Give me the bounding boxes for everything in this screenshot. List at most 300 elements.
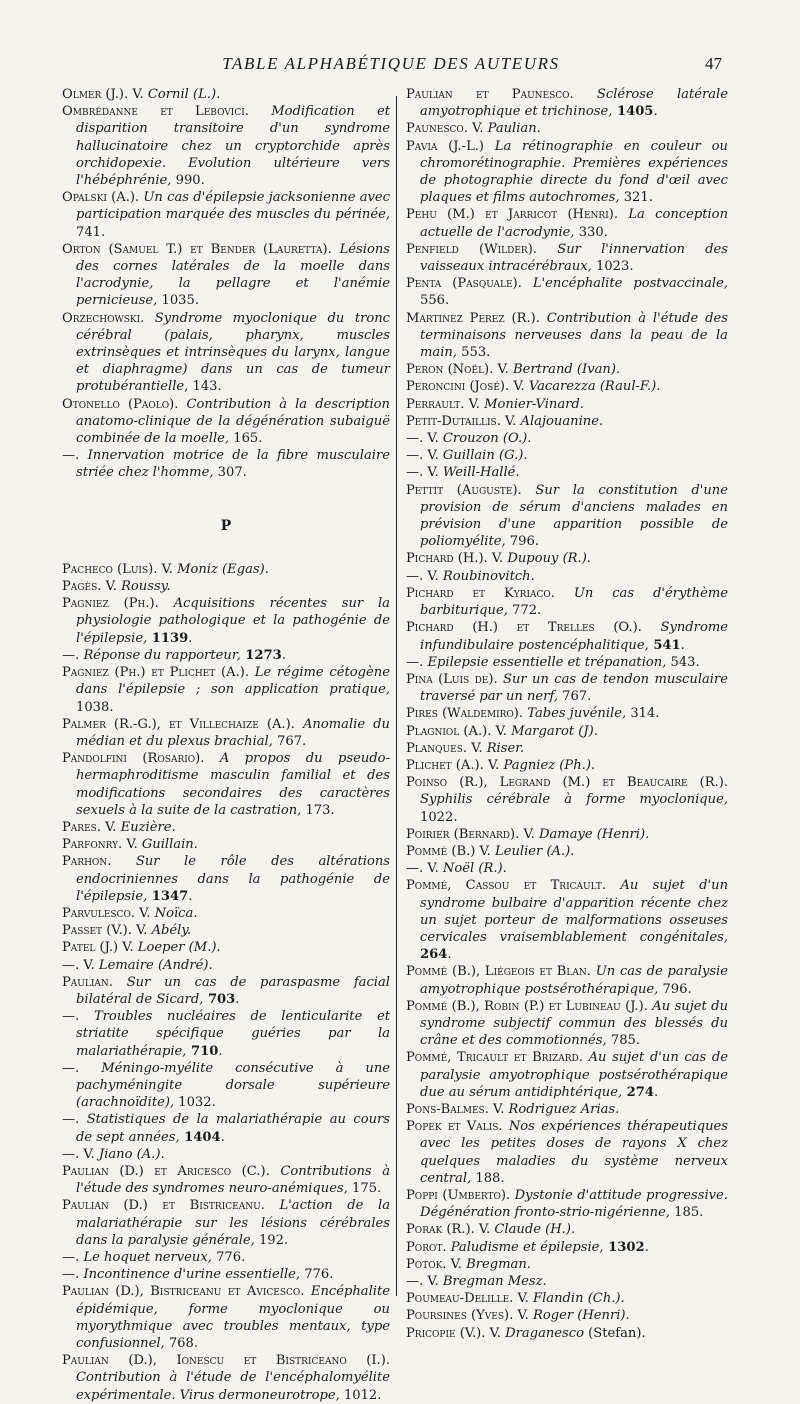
- entry-work-title: Noël (R.).: [442, 861, 507, 877]
- entry-work-title: Contribution à l'étude de l'encéphalomyélite expérimentale. Virus dermoneurotrope,: [76, 1370, 390, 1403]
- entry-work-title: Au sujet d'un cas de paralysie amyotrophique postsérothérapique due au sérum antidiphtérique,: [420, 1050, 728, 1100]
- index-entry: [406, 550, 728, 567]
- index-entry: [406, 1187, 728, 1221]
- entry-author: Martinez Perez (R.).: [406, 310, 540, 326]
- entry-author: —.: [62, 1267, 80, 1283]
- entry-page-ref-bold: 1405: [612, 104, 654, 120]
- entry-reference: V.: [128, 87, 148, 102]
- entry-work-title: Incontinence d'urine essentielle,: [83, 1267, 301, 1283]
- entry-work-title: Alajouanine.: [520, 413, 604, 429]
- entry-author: Potok.: [406, 1256, 447, 1272]
- entry-page-ref: 314.: [626, 706, 660, 722]
- entry-page-ref-bold: 1273: [240, 647, 282, 663]
- entry-author: Poppi (Umberto).: [406, 1188, 511, 1203]
- entry-author: —.: [62, 1009, 80, 1025]
- index-entry: [406, 1101, 728, 1118]
- entry-author: Ombrédanne et Lebovici.: [62, 104, 249, 120]
- section-letter: P: [220, 517, 232, 534]
- entry-work-title: Lemaire (André).: [98, 957, 213, 973]
- index-entry: [62, 1163, 390, 1197]
- entry-work-title: Claude (H.).: [494, 1222, 576, 1238]
- index-entry: [406, 843, 728, 860]
- entry-page-ref-bold: 703: [203, 991, 236, 1007]
- entry-reference: V.: [493, 362, 513, 378]
- entry-page-ref: 1038.: [76, 699, 114, 715]
- entry-work-title: Syphilis cérébrale à forme myoclonique,: [420, 792, 728, 808]
- index-entry: [406, 206, 728, 240]
- entry-author: —.: [62, 1112, 80, 1128]
- entry-page-ref-bold: 1139: [147, 630, 189, 646]
- entry-work-title: Contributions à l'étude des syndromes neuro-anémiques,: [76, 1163, 391, 1197]
- entry-work-title: Epilepsie essentielle et trépanation,: [427, 654, 667, 670]
- index-entry: [62, 957, 390, 974]
- entry-work-title: Anomalie du médian et du plexus brachial,: [76, 716, 390, 749]
- index-entry: [62, 86, 390, 103]
- entry-page-ref: .: [654, 1084, 659, 1100]
- index-entry: [406, 1221, 728, 1238]
- entry-author: Pricopie (V.).: [406, 1325, 486, 1341]
- entry-author: Pettit (Auguste).: [406, 482, 522, 498]
- index-entry: [406, 654, 728, 671]
- entry-reference: V.: [423, 568, 443, 584]
- entry-page-ref: .: [281, 647, 286, 663]
- entry-reference: [606, 878, 620, 893]
- entry-reference: V.: [79, 957, 99, 973]
- entry-author: Pons-Balmes.: [406, 1101, 489, 1117]
- index-entry: [62, 836, 390, 853]
- index-entry: [406, 826, 728, 843]
- entry-author: Pandolfini (Rosario).: [62, 751, 205, 767]
- entry-reference: V.: [423, 861, 443, 877]
- entry-work-title: Acquisitions récentes sur la physiologie pathologique et la pathogénie de l'épilepsie,: [76, 596, 390, 646]
- entry-reference: V.: [423, 448, 443, 464]
- entry-author: Orzechowski.: [62, 310, 145, 326]
- entry-page-ref: 768.: [164, 1336, 199, 1352]
- entry-author: Pichard et Kyriaco.: [406, 585, 555, 601]
- index-entry: [62, 853, 390, 905]
- index-entry: [62, 1197, 390, 1249]
- entry-page-ref: 556.: [420, 293, 450, 309]
- entry-work-title: Dystonie d'attitude progressive. Dégénération fronto-strio-nigérienne,: [420, 1188, 728, 1221]
- entry-work-title: Réponse du rapporteur,: [83, 647, 241, 663]
- index-entry: [62, 578, 390, 595]
- entry-page-ref: .: [447, 947, 452, 963]
- entry-page-ref: 173.: [301, 802, 335, 818]
- entry-work-title: Damaye (Henri).: [538, 826, 650, 842]
- entry-author: Pichard (H.) et Trelles (O.).: [406, 620, 642, 636]
- entry-reference: V.: [157, 561, 178, 577]
- index-entry: [406, 447, 728, 464]
- entry-page-ref-bold: 710: [186, 1043, 219, 1059]
- entry-reference: V.: [500, 413, 521, 429]
- entries-letter-p: [62, 561, 390, 1404]
- entry-work-title: Tabes juvénile,: [527, 706, 627, 722]
- entry-author: Olmer (J.).: [62, 87, 129, 102]
- entry-reference: [144, 311, 154, 326]
- index-entry: [62, 1352, 390, 1404]
- entry-reference: [522, 276, 533, 291]
- index-entry: [62, 1111, 390, 1145]
- entry-reference: [111, 854, 136, 869]
- entry-page-ref: 1023.: [591, 259, 634, 275]
- entry-reference: [295, 717, 303, 732]
- entry-page-ref: 192.: [254, 1232, 289, 1248]
- entry-author: —.: [406, 448, 424, 464]
- index-entry: [406, 998, 728, 1050]
- entry-work-title: Méningo-myélite consécutive à une pachyméningite dorsale supérieure (arachnoïdite),: [76, 1060, 390, 1111]
- index-entry: [62, 819, 390, 836]
- index-entry: [406, 1290, 728, 1307]
- index-entry: [62, 189, 390, 241]
- entry-page-ref: 767.: [272, 733, 307, 749]
- entry-page-ref: 165.: [229, 431, 263, 447]
- index-entry: [62, 241, 390, 310]
- index-entry: [406, 413, 728, 430]
- index-entry: [406, 877, 728, 963]
- entries-letter-o: [62, 86, 390, 482]
- entry-page-ref: .: [218, 1043, 223, 1059]
- entry-page-ref-bold: 1347: [147, 888, 189, 904]
- entry-work-title: Contribution à la description anatomo-clinique de la dégénération subaiguë combinée de la moelle,: [76, 396, 390, 447]
- entry-page-ref: 796.: [505, 534, 539, 550]
- entry-reference: [574, 87, 597, 102]
- entry-work-title: Syndrome myoclonique du tronc cérébral (palais, pharynx, muscles extrinsèques et intrinsèques du larynx, langue et diaphragme) dans un cas de tumeur protubérantielle,: [76, 310, 390, 395]
- entry-work-title: Dupouy (R.).: [507, 551, 591, 567]
- entry-page-ref: 785.: [606, 1033, 641, 1049]
- entry-work-title: Un cas de paralysie amyotrophique postsérothérapique,: [420, 964, 728, 997]
- entry-page-ref: 143.: [188, 379, 222, 395]
- entry-work-title: Paulian.: [487, 121, 541, 137]
- entry-page-ref: 990.: [171, 173, 205, 189]
- entry-work-title: Euzière.: [120, 819, 176, 835]
- entry-author: Parfonry.: [62, 837, 123, 853]
- entry-work-title: Bregman.: [466, 1256, 531, 1272]
- entry-work-title: Un cas d'érythème barbiturique,: [420, 585, 728, 619]
- entry-author: Pommé, Cassou et Tricault.: [406, 878, 607, 894]
- entry-reference: [113, 975, 127, 990]
- index-entry: [406, 723, 728, 740]
- entry-author: Paulian (D.), Ionescu et Bistriceano (I.).: [62, 1353, 390, 1369]
- entry-author: —.: [62, 1146, 80, 1162]
- entry-author: Pommé (B.), Liégeois et Blan.: [406, 964, 591, 980]
- entry-reference: V.: [79, 1146, 99, 1162]
- page-number: 47: [705, 54, 722, 73]
- entry-work-title: La conception actuelle de l'acrodynie,: [420, 207, 728, 240]
- entry-work-title: Statistiques de la malariathérapie au cours de sept années,: [76, 1112, 390, 1145]
- entry-author: Parvulesco.: [62, 905, 135, 921]
- entry-reference: V.: [423, 1274, 443, 1290]
- entry-reference: V.: [488, 1101, 509, 1117]
- index-entry: [406, 1307, 728, 1324]
- entry-reference: V.: [513, 1308, 533, 1324]
- index-entry: [62, 1249, 390, 1266]
- entry-work-title: Troubles nucléaires de lenticularite et striatite spécifique guéries par la malariathérapie,: [76, 1009, 390, 1059]
- entry-work-title: Noïca.: [154, 905, 198, 921]
- entry-page-ref: 796.: [658, 981, 692, 997]
- entry-author: Pavia (J.-L.): [406, 138, 485, 154]
- entry-author: Porak (R.).: [406, 1222, 475, 1238]
- entry-reference: [159, 596, 174, 611]
- index-entry: [406, 275, 728, 309]
- entry-work-title: Moniz (Egas).: [177, 561, 269, 577]
- index-entry: [62, 664, 390, 716]
- entry-reference: V.: [483, 757, 504, 773]
- index-entry: [62, 447, 390, 481]
- entry-reference: V.: [509, 379, 529, 395]
- index-entry: [62, 1008, 390, 1060]
- entry-author: —.: [406, 1274, 424, 1290]
- entry-page-ref: 772.: [507, 603, 542, 619]
- entry-author: Pagniez (Ph.).: [62, 596, 159, 612]
- entry-page-ref: 776.: [211, 1250, 246, 1265]
- entry-author: Porot.: [406, 1239, 447, 1255]
- entry-author: Paulian (D.), Bistriceanu et Avicesco.: [62, 1284, 305, 1300]
- entry-author: Paulian.: [62, 974, 113, 990]
- index-entry: [406, 1049, 728, 1101]
- entry-reference: V.: [467, 740, 487, 756]
- index-entry: [62, 1060, 390, 1112]
- entry-work-title: L'action de la malariathérapie sur les lésions cérébrales dans la paralysie générale,: [76, 1198, 390, 1248]
- entry-author: Orton (Samuel T.) et Bender (Lauretta).: [62, 241, 332, 257]
- entry-work-title: Guillain (G.).: [442, 448, 528, 464]
- entry-work-title: Modification et disparition transitoire d'un syndrome hallucinatoire chez un cryptorchide après orchidopexie. Evolution ultérieure vers l'hébéphrénie,: [76, 104, 390, 189]
- entry-page-ref: 188.: [471, 1170, 505, 1186]
- entry-page-ref: 767.: [557, 689, 592, 705]
- entry-reference: V.: [464, 396, 485, 412]
- entry-reference: V.: [423, 431, 443, 447]
- entry-work-title: Vacarezza (Raul-F.).: [528, 379, 661, 395]
- entry-page-ref: 543.: [666, 654, 700, 670]
- entry-page-ref: .: [653, 104, 658, 120]
- index-entry: [406, 310, 728, 362]
- entry-reference: [555, 586, 574, 601]
- index-entry: [406, 585, 728, 619]
- index-entry: [406, 138, 728, 207]
- entry-author: —.: [62, 647, 80, 663]
- entry-page-ref: 185.: [670, 1205, 704, 1221]
- entry-work-title: Sclérose latérale amyotrophique et trichinose,: [420, 87, 728, 120]
- entry-author: —.: [406, 568, 424, 584]
- entry-page-ref: 1032.: [174, 1095, 216, 1111]
- entry-work-title: Bregman Mesz.: [442, 1274, 547, 1290]
- entry-reference: V.: [135, 905, 155, 921]
- index-entry: [406, 241, 728, 275]
- index-entry: [62, 750, 390, 819]
- left-column: [62, 86, 390, 1404]
- entry-author: —.: [406, 431, 424, 447]
- right-column: [406, 86, 728, 1342]
- entry-author: —.: [406, 861, 424, 877]
- entry-reference: V.: [446, 1256, 467, 1272]
- entry-author: Penfield (Wilder).: [406, 241, 537, 257]
- index-entry: [406, 740, 728, 757]
- entry-page-ref: .: [220, 1129, 225, 1145]
- entry-author: Pehu (M.) et Jarricot (Henri).: [406, 207, 619, 223]
- entry-work-title: Nos expériences thérapeutiques avec les petites doses de rayons X chez quelques maladies du système nerveux central,: [420, 1119, 729, 1186]
- entry-work-title: Crouzon (O.).: [442, 431, 532, 447]
- entry-reference: V.: [101, 579, 122, 595]
- entry-author: Pommé (B.), Robin (P.) et Lubineau (J.).: [406, 998, 648, 1014]
- entry-reference: [642, 620, 661, 635]
- entry-reference: [79, 1061, 101, 1076]
- entry-work-title: Cornil (L.).: [147, 87, 221, 102]
- entry-author: Poinso (R.), Legrand (M.) et Beaucaire (R.).: [406, 775, 728, 791]
- entry-page-ref-bold: 274: [622, 1084, 655, 1100]
- entry-reference: V.: [467, 121, 488, 137]
- entry-author: Plagniol (A.).: [406, 723, 492, 739]
- entry-author: Poirier (Bernard).: [406, 826, 520, 842]
- entry-author: Pommé (B.): [406, 843, 476, 859]
- index-entry: [406, 705, 728, 722]
- entry-reference: [484, 139, 495, 154]
- entry-author: Paulian (D.) et Bistriceanu.: [62, 1198, 265, 1214]
- entry-work-title: Riser.: [486, 740, 525, 756]
- entry-author: Patel (J.): [62, 940, 119, 956]
- entry-author: Poursines (Yves).: [406, 1308, 514, 1324]
- index-entry: [406, 464, 728, 481]
- entry-reference: V.: [423, 465, 443, 481]
- index-entry: [406, 430, 728, 447]
- entry-work-title: Encéphalite épidémique, forme myoclonique ou myorythmique avec troubles mentaux, type confusionnel,: [76, 1284, 390, 1352]
- index-entry: [406, 860, 728, 877]
- entry-work-title: Un cas d'épilepsie jacksonienne avec participation marquée des muscles du périnée,: [76, 190, 390, 223]
- entry-work-title: Sur la constitution d'une provision de sérum d'anciens malades en prévision d'une apparition possible de poliomyélite,: [420, 482, 728, 550]
- index-entry: [62, 310, 390, 396]
- entry-reference: [265, 1198, 280, 1213]
- entry-page-ref: .: [235, 991, 240, 1007]
- entry-author: —.: [406, 465, 424, 481]
- index-entry: [406, 1273, 728, 1290]
- entry-author: Petit-Dutaillis.: [406, 413, 501, 429]
- entry-reference: [249, 104, 271, 119]
- entry-reference: [332, 242, 340, 257]
- entry-author: Poumeau-Delille.: [406, 1291, 514, 1307]
- entry-reference: [270, 1164, 281, 1179]
- entry-work-title: Guillain.: [141, 837, 198, 853]
- entry-author: Paunesco.: [406, 121, 468, 137]
- entry-reference: V.: [100, 819, 121, 835]
- entry-author: —.: [62, 1250, 80, 1265]
- entry-author: Pina (Luis de).: [406, 671, 498, 687]
- index-entry: [406, 1256, 728, 1273]
- entry-author: —.: [406, 654, 424, 670]
- entry-page-ref: 1012.: [339, 1387, 382, 1403]
- entry-page-ref: 1022.: [420, 809, 458, 825]
- entry-work-title: Roger (Henri).: [532, 1308, 630, 1324]
- index-entry: [406, 619, 728, 653]
- entry-reference: [204, 751, 219, 766]
- entry-author: Pichard (H.).: [406, 551, 488, 567]
- entry-work-title: Contribution à l'étude des terminaisons nerveuses dans la peau de la main,: [420, 310, 728, 361]
- index-entry: [406, 568, 728, 585]
- entry-work-title: Rodriguez Arias.: [508, 1101, 620, 1117]
- index-entry: [406, 482, 728, 551]
- entry-author: Palmer (R.-G.), et Villechaize (A.).: [62, 716, 295, 732]
- entry-reference: V.: [513, 1291, 534, 1307]
- index-entry: [62, 1283, 390, 1352]
- entry-page-ref-bold: 264: [420, 947, 448, 963]
- entry-work-title: Le régime cétogène dans l'épilepsie ; son application pratique,: [76, 665, 390, 698]
- index-entry: [62, 905, 390, 922]
- index-entry: [406, 120, 728, 137]
- entry-page-ref-bold: 541: [648, 637, 681, 653]
- index-entry: [62, 595, 390, 647]
- entry-work-title: Au sujet du syndrome subjectif commun des blessés du crâne et des commotionnés,: [420, 998, 728, 1049]
- index-entry: [62, 922, 390, 939]
- entry-work-title: Innervation motrice de la fibre musculaire striée chez l'homme,: [76, 448, 390, 481]
- index-entry: [406, 361, 728, 378]
- entry-reference: [537, 242, 557, 257]
- index-entry: [62, 561, 390, 578]
- entry-author: Peroncini (José).: [406, 379, 510, 395]
- index-entry: [406, 1118, 728, 1187]
- entry-author: Pagniez (Ph.) et Plichet (A.).: [62, 665, 249, 681]
- entry-reference: V.: [519, 826, 539, 842]
- entry-work-title: L'encéphalite postvaccinale,: [532, 276, 728, 292]
- entry-page-ref: 175.: [347, 1181, 382, 1197]
- index-entry: [406, 757, 728, 774]
- index-entry: [406, 671, 728, 705]
- entry-author: Plichet (A.).: [406, 757, 484, 773]
- entry-work-title: Le hoquet nerveux,: [83, 1250, 212, 1265]
- entry-reference: [79, 1009, 94, 1024]
- entry-author: —.: [62, 448, 80, 464]
- entry-author: Paulian (D.) et Aricesco (C.).: [62, 1163, 270, 1179]
- entry-reference: V.: [131, 923, 152, 939]
- entry-work-title: Lésions des cornes latérales de la moelle dans l'acrodynie, la pellagre et l'anémie pernicieuse,: [76, 241, 390, 309]
- entry-reference: [79, 1112, 86, 1127]
- entry-page-ref: (Stefan).: [584, 1325, 646, 1341]
- entries-letter-p-continued: [406, 86, 728, 1342]
- entry-reference: [618, 207, 628, 222]
- index-entry: [62, 939, 390, 956]
- index-entry: [406, 1239, 728, 1256]
- entry-author: Passet (V.).: [62, 923, 132, 939]
- entry-work-title: Sur un cas de tendon musculaire traversé par un nerf,: [420, 671, 729, 705]
- entry-author: Perrault.: [406, 396, 465, 412]
- entry-reference: V.: [118, 940, 138, 956]
- entry-page-ref: .: [188, 888, 193, 904]
- entry-author: Pommé, Tricault et Brizard.: [406, 1050, 583, 1066]
- entry-reference: V.: [491, 723, 512, 739]
- index-entry: [406, 963, 728, 997]
- entry-work-title: Sur un cas de paraspasme facial bilatéral de Sicard,: [76, 974, 390, 1007]
- entry-page-ref: 1035.: [157, 293, 199, 309]
- entry-author: Peron (Noël).: [406, 362, 494, 378]
- page-title: TABLE ALPHABÉTIQUE DES AUTEURS: [222, 54, 560, 73]
- entry-work-title: Monier-Vinard.: [484, 396, 584, 412]
- entry-page-ref: 776.: [300, 1267, 334, 1283]
- index-entry: [406, 378, 728, 395]
- entry-author: Pires (Waldemiro).: [406, 706, 524, 722]
- entry-author: Paulian et Paunesco.: [406, 87, 574, 102]
- entry-page-ref: 321.: [619, 190, 653, 206]
- index-entry: [62, 1146, 390, 1163]
- entry-work-title: Roussy.: [121, 579, 171, 595]
- entry-author: Pacheco (Luis).: [62, 561, 158, 577]
- entry-page-ref-bold: 1302: [603, 1239, 645, 1255]
- entry-work-title: Margarot (J).: [511, 723, 598, 739]
- entry-work-title: Syndrome infundibulaire postencéphalitique,: [420, 620, 728, 653]
- entry-page-ref: 741.: [76, 224, 106, 240]
- entry-author: Parhon.: [62, 854, 112, 870]
- entry-page-ref: .: [680, 637, 685, 653]
- index-entry: [406, 1325, 728, 1342]
- index-entry: [62, 974, 390, 1008]
- index-entry: [62, 1266, 390, 1283]
- entry-work-title: Sur le rôle des altérations endocriniennes dans la pathogénie de l'épilepsie,: [76, 854, 390, 904]
- entry-work-title: Jiano (A.).: [98, 1146, 165, 1162]
